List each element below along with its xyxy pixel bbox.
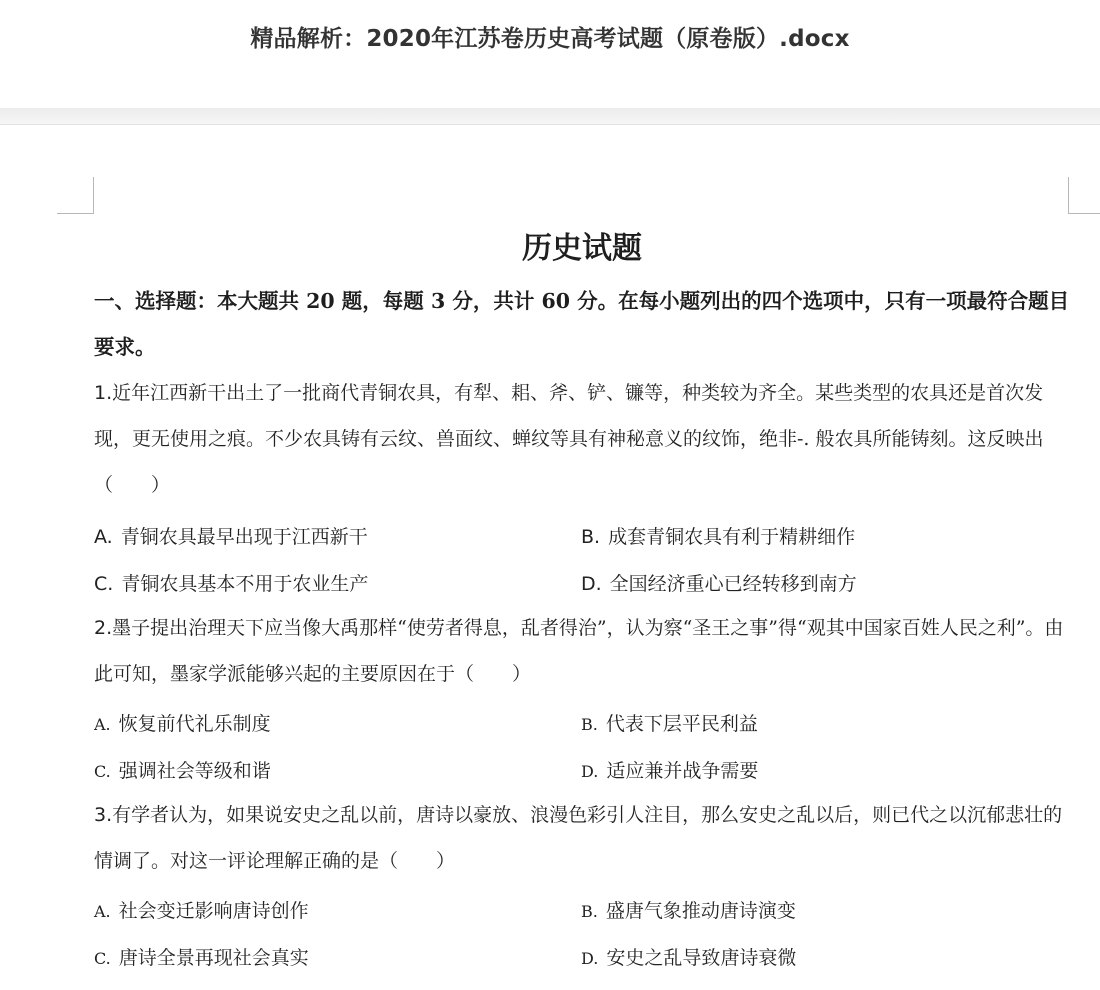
option-letter: C. [94,573,114,595]
question-3-option-c[interactable] [94,943,309,970]
document-page[interactable] [0,125,1100,990]
question-number: 3. [94,804,113,826]
option-text: 成套青铜农具有利于精耕细作 [608,526,856,548]
option-letter: D. [581,949,599,968]
section-header: 一、选择题：本大题共 20 题，每题 3 分，共计 60 分。在每小题列出的四个选项中，只有一项最符合题目要求。 [94,289,1070,359]
margin-corner-mark-left [57,177,94,214]
option-text: 全国经济重心已经转移到南方 [609,573,857,595]
title-bar [0,0,1100,108]
option-text: 代表下层平民利益 [605,713,758,735]
option-letter: A. [94,526,113,548]
option-letter: A. [94,902,111,921]
option-letter: C. [94,762,111,781]
question-number: 2. [94,617,113,639]
question-1-option-a[interactable] [94,522,368,549]
option-letter: B. [581,902,598,921]
option-letter: D. [581,573,602,595]
option-text: 恢复前代礼乐制度 [118,713,271,735]
option-letter: D. [581,762,599,781]
question-2-option-a[interactable] [94,709,271,736]
option-text: 适应兼并战争需要 [606,760,759,782]
option-text: 强调社会等级和谐 [118,760,271,782]
option-text: 社会变迁影响唐诗创作 [118,900,309,922]
question-2-option-d[interactable] [581,756,758,783]
option-letter: A. [94,715,111,734]
question-text: 近年江西新干出土了一批商代青铜农具，有犁、耜、斧、铲、镰等，种类较为齐全。某些类型的农具还是首次发现，更无使用之痕。不少农具铸有云纹、兽面纹、蝉纹等具有神秘意义的纹饰，绝非-. 般农具所能铸刻。这反映出（ ） [94,382,1044,496]
ruler-separator [0,108,1100,125]
option-letter: C. [94,949,111,968]
question-3-option-d[interactable] [581,943,796,970]
question-text: 有学者认为，如果说安史之乱以前，唐诗以豪放、浪漫色彩引人注目，那么安史之乱以后，则已代之以沉郁悲壮的情调了。对这一评论理解正确的是（ ） [94,804,1063,872]
question-3-stem [94,792,1079,884]
margin-corner-mark-right [1068,177,1100,214]
option-letter: B. [581,715,598,734]
question-2-stem [94,605,1079,697]
option-text: 青铜农具最早出现于江西新干 [120,526,368,548]
option-text: 唐诗全景再现社会真实 [118,947,309,969]
question-1-stem [94,370,1079,508]
question-3-option-a[interactable] [94,896,309,923]
question-1-option-d[interactable] [581,569,857,596]
question-1-option-c[interactable] [94,569,368,596]
option-letter: B. [581,526,601,548]
question-text: 墨子提出治理天下应当像大禹那样“使劳者得息，乱者得治”，认为察“圣王之事”得“观其中国家百姓人民之利”。由此可知，墨家学派能够兴起的主要原因在于（ ） [94,617,1064,685]
question-2-option-c[interactable] [94,756,271,783]
question-2-option-b[interactable] [581,709,758,736]
option-text: 安史之乱导致唐诗衰微 [606,947,797,969]
option-text: 青铜农具基本不用于农业生产 [121,573,369,595]
document-filename: 精品解析：2020年江苏卷历史高考试题（原卷版）.docx [250,26,850,52]
question-number: 1. [94,382,113,404]
question-3-option-b[interactable] [581,896,796,923]
option-text: 盛唐气象推动唐诗演变 [605,900,796,922]
page-heading: 历史试题 [522,231,642,266]
question-1-option-b[interactable] [581,522,855,549]
